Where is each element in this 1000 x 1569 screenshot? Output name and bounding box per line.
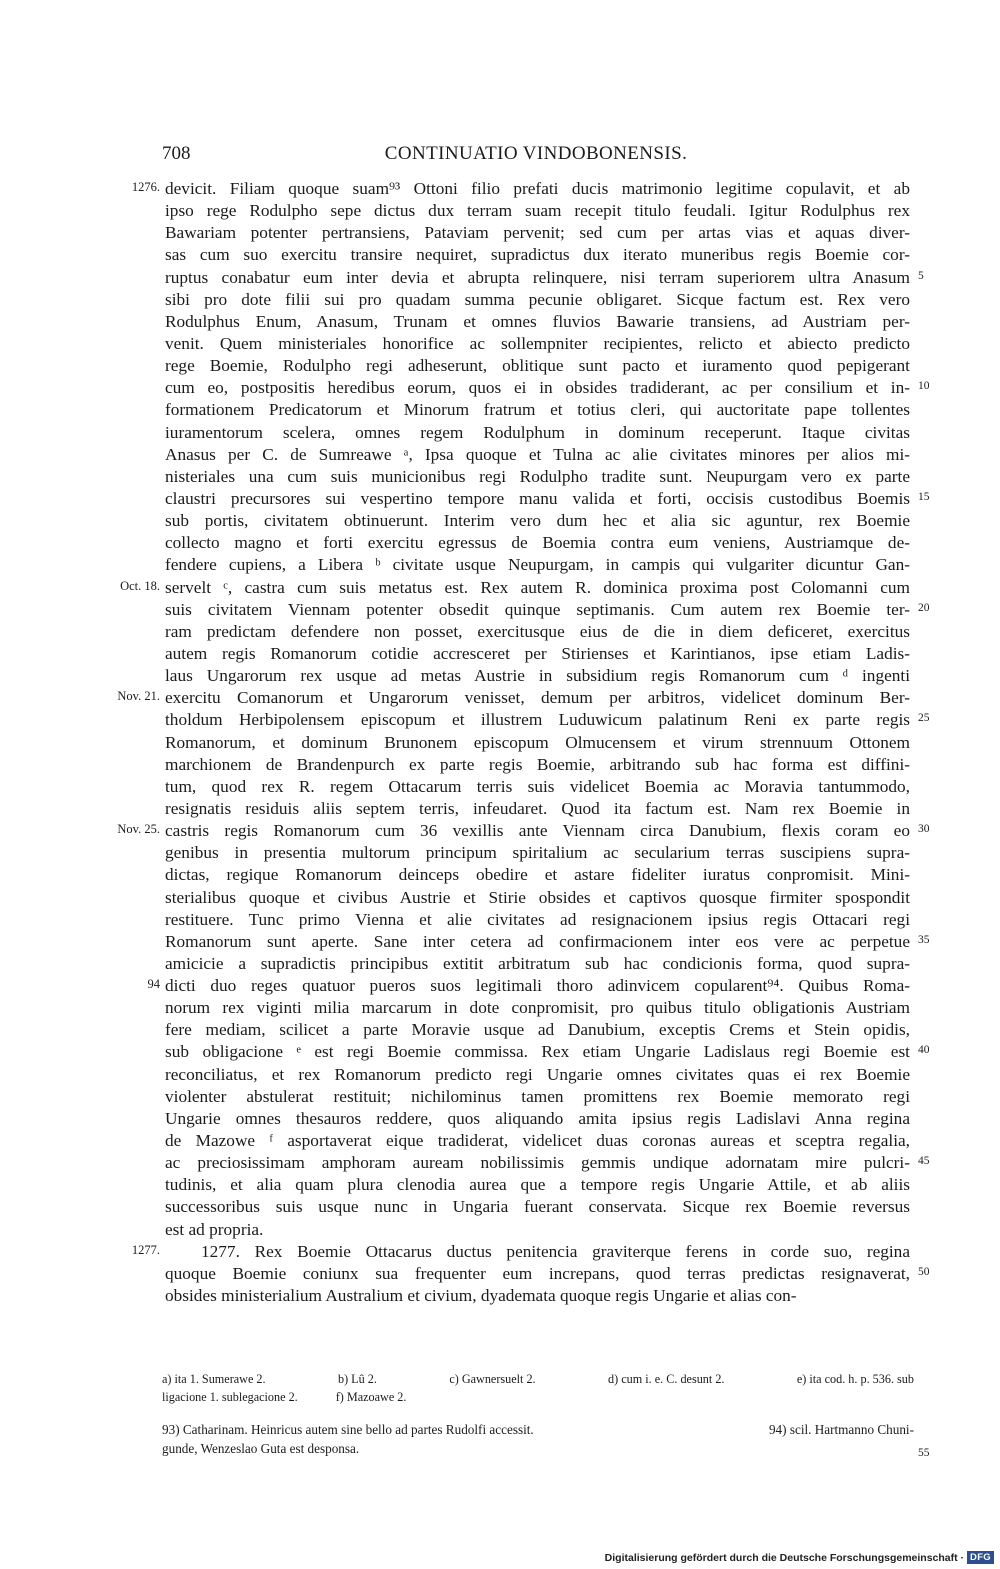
line-text: servelt ᶜ, castra cum suis metatus est. Rex autem R. dominica proxima post Colomanni cum: [165, 577, 910, 597]
line-text: genibus in presentia multorum principum spiritalium ac secularium terras suscipiens supra-: [165, 843, 910, 863]
line-text: tudinis, et alia quam plura clenodia aurea que a tempore regis Ungarie Attile, et ab aliis: [165, 1175, 910, 1195]
line-number: 20: [918, 601, 930, 614]
line-text: nisteriales una cum suis municionibus regi Rodulpho tradite sunt. Neupurgam vero ex parte: [165, 466, 910, 486]
critical-note: d) cum i. e. C. desunt 2.: [608, 1372, 725, 1386]
footnote-row-1: [162, 1420, 914, 1439]
text-line: [0, 864, 1000, 886]
line-text: collecto magno et forti exercitu egressus de Boemia contra eum veniens, Austriamque de-: [165, 533, 910, 553]
text-line: [0, 754, 1000, 776]
margin-date-note: Nov. 25.: [117, 822, 160, 837]
text-line: [0, 975, 1000, 997]
line-text: fere mediam, scilicet a parte Moravie usque ad Danubium, exceptis Crems et Stein opidis,: [165, 1020, 910, 1040]
text-line: [0, 577, 1000, 599]
line-text: Romanorum sunt aperte. Sane inter cetera ad confirmacionem inter eos vere ac perpetue: [165, 931, 910, 951]
text-line: [0, 953, 1000, 975]
line-text: Romanorum, et dominum Brunonem episcopum Olmucensem et virum strennuum Ottonem: [165, 732, 910, 752]
text-line: [0, 1219, 1000, 1241]
line-number: 5: [918, 269, 924, 282]
text-line: [0, 510, 1000, 532]
text-line: [0, 466, 1000, 488]
line-number: 45: [918, 1155, 930, 1168]
text-line: [0, 1196, 1000, 1218]
text-line: [0, 1064, 1000, 1086]
text-line: [0, 687, 1000, 709]
line-text: ac preciosissimam amphoram auream nobilissimis gemmis undique adornatam mire pulcri-: [165, 1153, 910, 1173]
text-line: [0, 1285, 1000, 1307]
text-line: [0, 842, 1000, 864]
text-line: [0, 333, 1000, 355]
margin-date-note: 1277.: [131, 1242, 160, 1257]
critical-note: ligacione 1. sublegacione 2.: [162, 1390, 298, 1404]
line-text: reconciliatus, et rex Romanorum predicto regi Ungarie omnes civitates quas ei rex Boemie: [165, 1064, 910, 1084]
line-number: 25: [918, 712, 930, 725]
critical-note: b) Lû 2.: [337, 1372, 377, 1386]
text-line: [0, 798, 1000, 820]
text-line: [0, 178, 1000, 200]
line-text: 1277. Rex Boemie Ottacarus ductus penitencia graviterque ferens in corde suo, regina: [201, 1241, 910, 1261]
text-line: [0, 599, 1000, 621]
line-text: laus Ungarorum rex usque ad metas Austrie in subsidium regis Romanorum cum ᵈ ingenti: [165, 666, 910, 686]
critical-note: e) ita cod. h. p. 536. sub: [796, 1372, 914, 1386]
line-text: Ungarie omnes thesauros reddere, quos aliquando amita ipsius regis Ladislavi Anna regina: [165, 1108, 910, 1128]
line-text: tum, quod rex R. regem Ottacarum terris suis videlicet Boemia ac Moravia tantummodo,: [165, 776, 910, 796]
footnote-93: 93) Catharinam. Heinricus autem sine bello ad partes Rudolfi accessit.: [162, 1422, 534, 1437]
line-text: dicti duo reges quatuor pueros suos legitimali thoro adinvicem copularent⁹⁴. Quibus Roma-: [165, 976, 910, 996]
text-line: [0, 665, 1000, 687]
line-text: violenter abstulerat restituit; nichilominus tamen promittens rex Boemie memorato regi: [165, 1086, 910, 1106]
page-header: [162, 143, 910, 169]
line-text: sub obligacione ᵉ est regi Boemie commissa. Rex etiam Ungarie Ladislaus regi Boemie est: [165, 1042, 910, 1062]
critical-note: c) Gawnersuelt 2.: [449, 1372, 536, 1386]
text-line: [0, 1241, 1000, 1263]
line-text: sibi pro dote filii sui pro quadam summa pecunie obligaret. Sicque factum est. Rex vero: [165, 289, 910, 309]
text-line: [0, 289, 1000, 311]
text-line: [0, 444, 1000, 466]
main-text: [0, 178, 1000, 1307]
text-line: [0, 488, 1000, 510]
line-text: suis civitatem Viennam potenter obsedit quinque septimanis. Cum autem rex Boemie ter-: [165, 599, 910, 619]
line-text: claustri precursores sui vespertino tempore manu valida et forti, occisis custodibus Boemis: [165, 488, 910, 508]
line-text: sterialibus quoque et civibus Austrie et Stirie obsides et captivos quosque firmiter spospondit: [165, 887, 910, 907]
critical-note: a) ita 1. Sumerawe 2.: [162, 1372, 266, 1386]
text-line: [0, 931, 1000, 953]
footnote-94: 94) scil. Hartmanno Chuni-: [768, 1422, 914, 1437]
digitization-credit: [605, 1551, 994, 1564]
dfg-logo: DFG: [967, 1551, 994, 1564]
line-text: Rodulphus Enum, Anasum, Trunam et omnes fluvios Bawarie transiens, ad Austriam per-: [165, 311, 910, 331]
text-line: [0, 554, 1000, 576]
line-text: ipso rege Rodulpho sepe dictus dux terram suam recepit titulo feudali. Igitur Rodulphus rex: [165, 201, 910, 221]
line-text: iuramentorum scelera, omnes regem Rodulphum in dominum receperunt. Itaque civitas: [165, 422, 910, 442]
critical-note: f) Mazoawe 2.: [335, 1390, 407, 1404]
line-text: norum rex viginti milia marcarum in dote conpromisit, pro quibus titulo obligationis Austriam: [165, 998, 910, 1018]
critical-notes-row-2: [162, 1388, 914, 1406]
line-text: obsides ministerialium Australium et civium, dyademata quoque regis Ungarie et alias con-: [165, 1286, 797, 1306]
text-line: [0, 532, 1000, 554]
line-text: dictas, regique Romanorum deinceps obedire et astare fideliter iuratus conpromisit. Mini-: [165, 865, 910, 885]
line-text: castris regis Romanorum cum 36 vexillis ante Viennam circa Danubium, flexis coram eo: [165, 821, 910, 841]
line-text: ram predictam defendere non posset, exercitusque eius de die in diem deficeret, exercitus: [165, 621, 910, 641]
line-text: ruptus conabatur eum inter devia et abrupta relinquere, nisi terram superiorem ultra Anasum: [165, 267, 910, 287]
text-line: [0, 909, 1000, 931]
footnote-row-2: [162, 1439, 914, 1458]
text-line: [0, 709, 1000, 731]
line-text: de Mazowe ᶠ asportaverat eique tradiderat, videlicet duas coronas aureas et sceptra regalia,: [165, 1131, 910, 1151]
line-text: Bawariam potenter pertransiens, Pataviam pervenit; sed cum per artas vias et aquas diver-: [165, 223, 910, 243]
text-line: [0, 422, 1000, 444]
line-number: 15: [918, 490, 930, 503]
line-text: Anasus per C. de Sumreawe ᵃ, Ipsa quoque et Tulna ac alie civitates minores per alios mi-: [165, 444, 910, 464]
text-line: [0, 732, 1000, 754]
text-line: [0, 267, 1000, 289]
footnote-94-continued: gunde, Wenzeslao Guta est desponsa.: [162, 1441, 360, 1456]
text-line: [0, 643, 1000, 665]
text-line: [0, 222, 1000, 244]
text-line: [0, 1086, 1000, 1108]
margin-date-note: Oct. 18.: [120, 578, 160, 593]
line-text: sub portis, civitatem obtinuerunt. Interim vero dum hec et alia sic aguntur, rex Boemie: [165, 511, 910, 531]
line-text: autem regis Romanorum cotidie accresceret per Stirienses et Karintianos, ipse etiam Ladis-: [165, 643, 910, 663]
text-line: [0, 1108, 1000, 1130]
line-text: restituere. Tunc primo Vienna et alie civitates ad resignacionem ipsius regis Ottacari regi: [165, 909, 910, 929]
line-number: 50: [918, 1265, 930, 1278]
credit-text: Digitalisierung gefördert durch die Deutsche Forschungsgemeinschaft ·: [604, 1551, 965, 1564]
line-text: exercitu Comanorum et Ungarorum venisset, demum per arbitros, videlicet dominum Ber-: [165, 688, 910, 708]
text-line: [0, 399, 1000, 421]
line-text: cum eo, postpositis heredibus eorum, quos ei in obsides tradiderant, ac per consilium et in-: [165, 378, 910, 398]
margin-date-note: Nov. 21.: [117, 689, 160, 704]
line-text: est ad propria.: [165, 1219, 264, 1239]
footnote-line-number: 55: [918, 1447, 930, 1459]
text-line: [0, 997, 1000, 1019]
text-line: [0, 621, 1000, 643]
text-line: [0, 887, 1000, 909]
line-text: amicicie a supradictis principibus extitit arbitratum sub hac condicionis forma, quod supra-: [165, 953, 910, 973]
line-text: tholdum Herbipolensem episcopum et illustrem Luduwicum palatinum Reni ex parte regis: [165, 710, 910, 730]
text-line: [0, 820, 1000, 842]
text-line: [0, 1130, 1000, 1152]
margin-date-note: 1276.: [131, 180, 160, 194]
line-text: formationem Predicatorum et Minorum fratrum et totius cleri, qui auctoritate pape tollentes: [165, 400, 910, 420]
text-line: [0, 1174, 1000, 1196]
line-text: devicit. Filiam quoque suam⁹³ Ottoni filio prefati ducis matrimonio legitime copulavit, et ab: [165, 179, 910, 198]
critical-notes-row-1: [162, 1370, 914, 1388]
text-line: [0, 200, 1000, 222]
line-text: fendere cupiens, a Libera ᵇ civitate usque Neupurgam, in campis qui vulgariter dicuntur Gan-: [165, 555, 910, 575]
text-line: [0, 355, 1000, 377]
line-number: 30: [918, 823, 930, 836]
line-number: 10: [918, 380, 930, 393]
text-line: [0, 1041, 1000, 1063]
line-text: venit. Quem ministeriales honorifice ac sollempniter recipientes, relicto et abiecto predicto: [165, 333, 910, 353]
line-text: resignatis residuis aliis septem terris, infeudaret. Quod ita factum est. Nam rex Boemie in: [165, 798, 910, 818]
text-line: [0, 1019, 1000, 1041]
critical-apparatus: [162, 1370, 914, 1406]
line-text: successoribus suis usque nunc in Ungaria fuerant conservata. Sicque rex Boemie reversus: [165, 1197, 910, 1217]
line-text: rege Boemie, Rodulpho regi adheserunt, oblitique sunt pacto et iuramento quod pepigerant: [165, 356, 910, 376]
historical-footnotes: [162, 1420, 914, 1458]
text-line: [0, 244, 1000, 266]
text-line: [0, 311, 1000, 333]
text-line: [0, 776, 1000, 798]
margin-date-note: 94: [147, 977, 160, 992]
text-line: [0, 1152, 1000, 1174]
line-text: quoque Boemie coniunx sua frequenter eum increpans, quod terras predictas resignaverat,: [165, 1263, 910, 1283]
page-number: 708: [162, 143, 191, 164]
line-number: 35: [918, 933, 930, 946]
text-line: [0, 377, 1000, 399]
line-text: sas cum suo exercitu transire nequiret, supradictus dux iterato muneribus regis Boemie cor-: [165, 245, 910, 265]
text-line: [0, 1263, 1000, 1285]
line-number: 40: [918, 1044, 930, 1057]
line-text: marchionem de Brandenpurch ex parte regis Boemie, arbitrando sub hac forma est diffini-: [165, 754, 910, 774]
running-title: CONTINUATIO VINDOBONENSIS.: [384, 143, 688, 164]
